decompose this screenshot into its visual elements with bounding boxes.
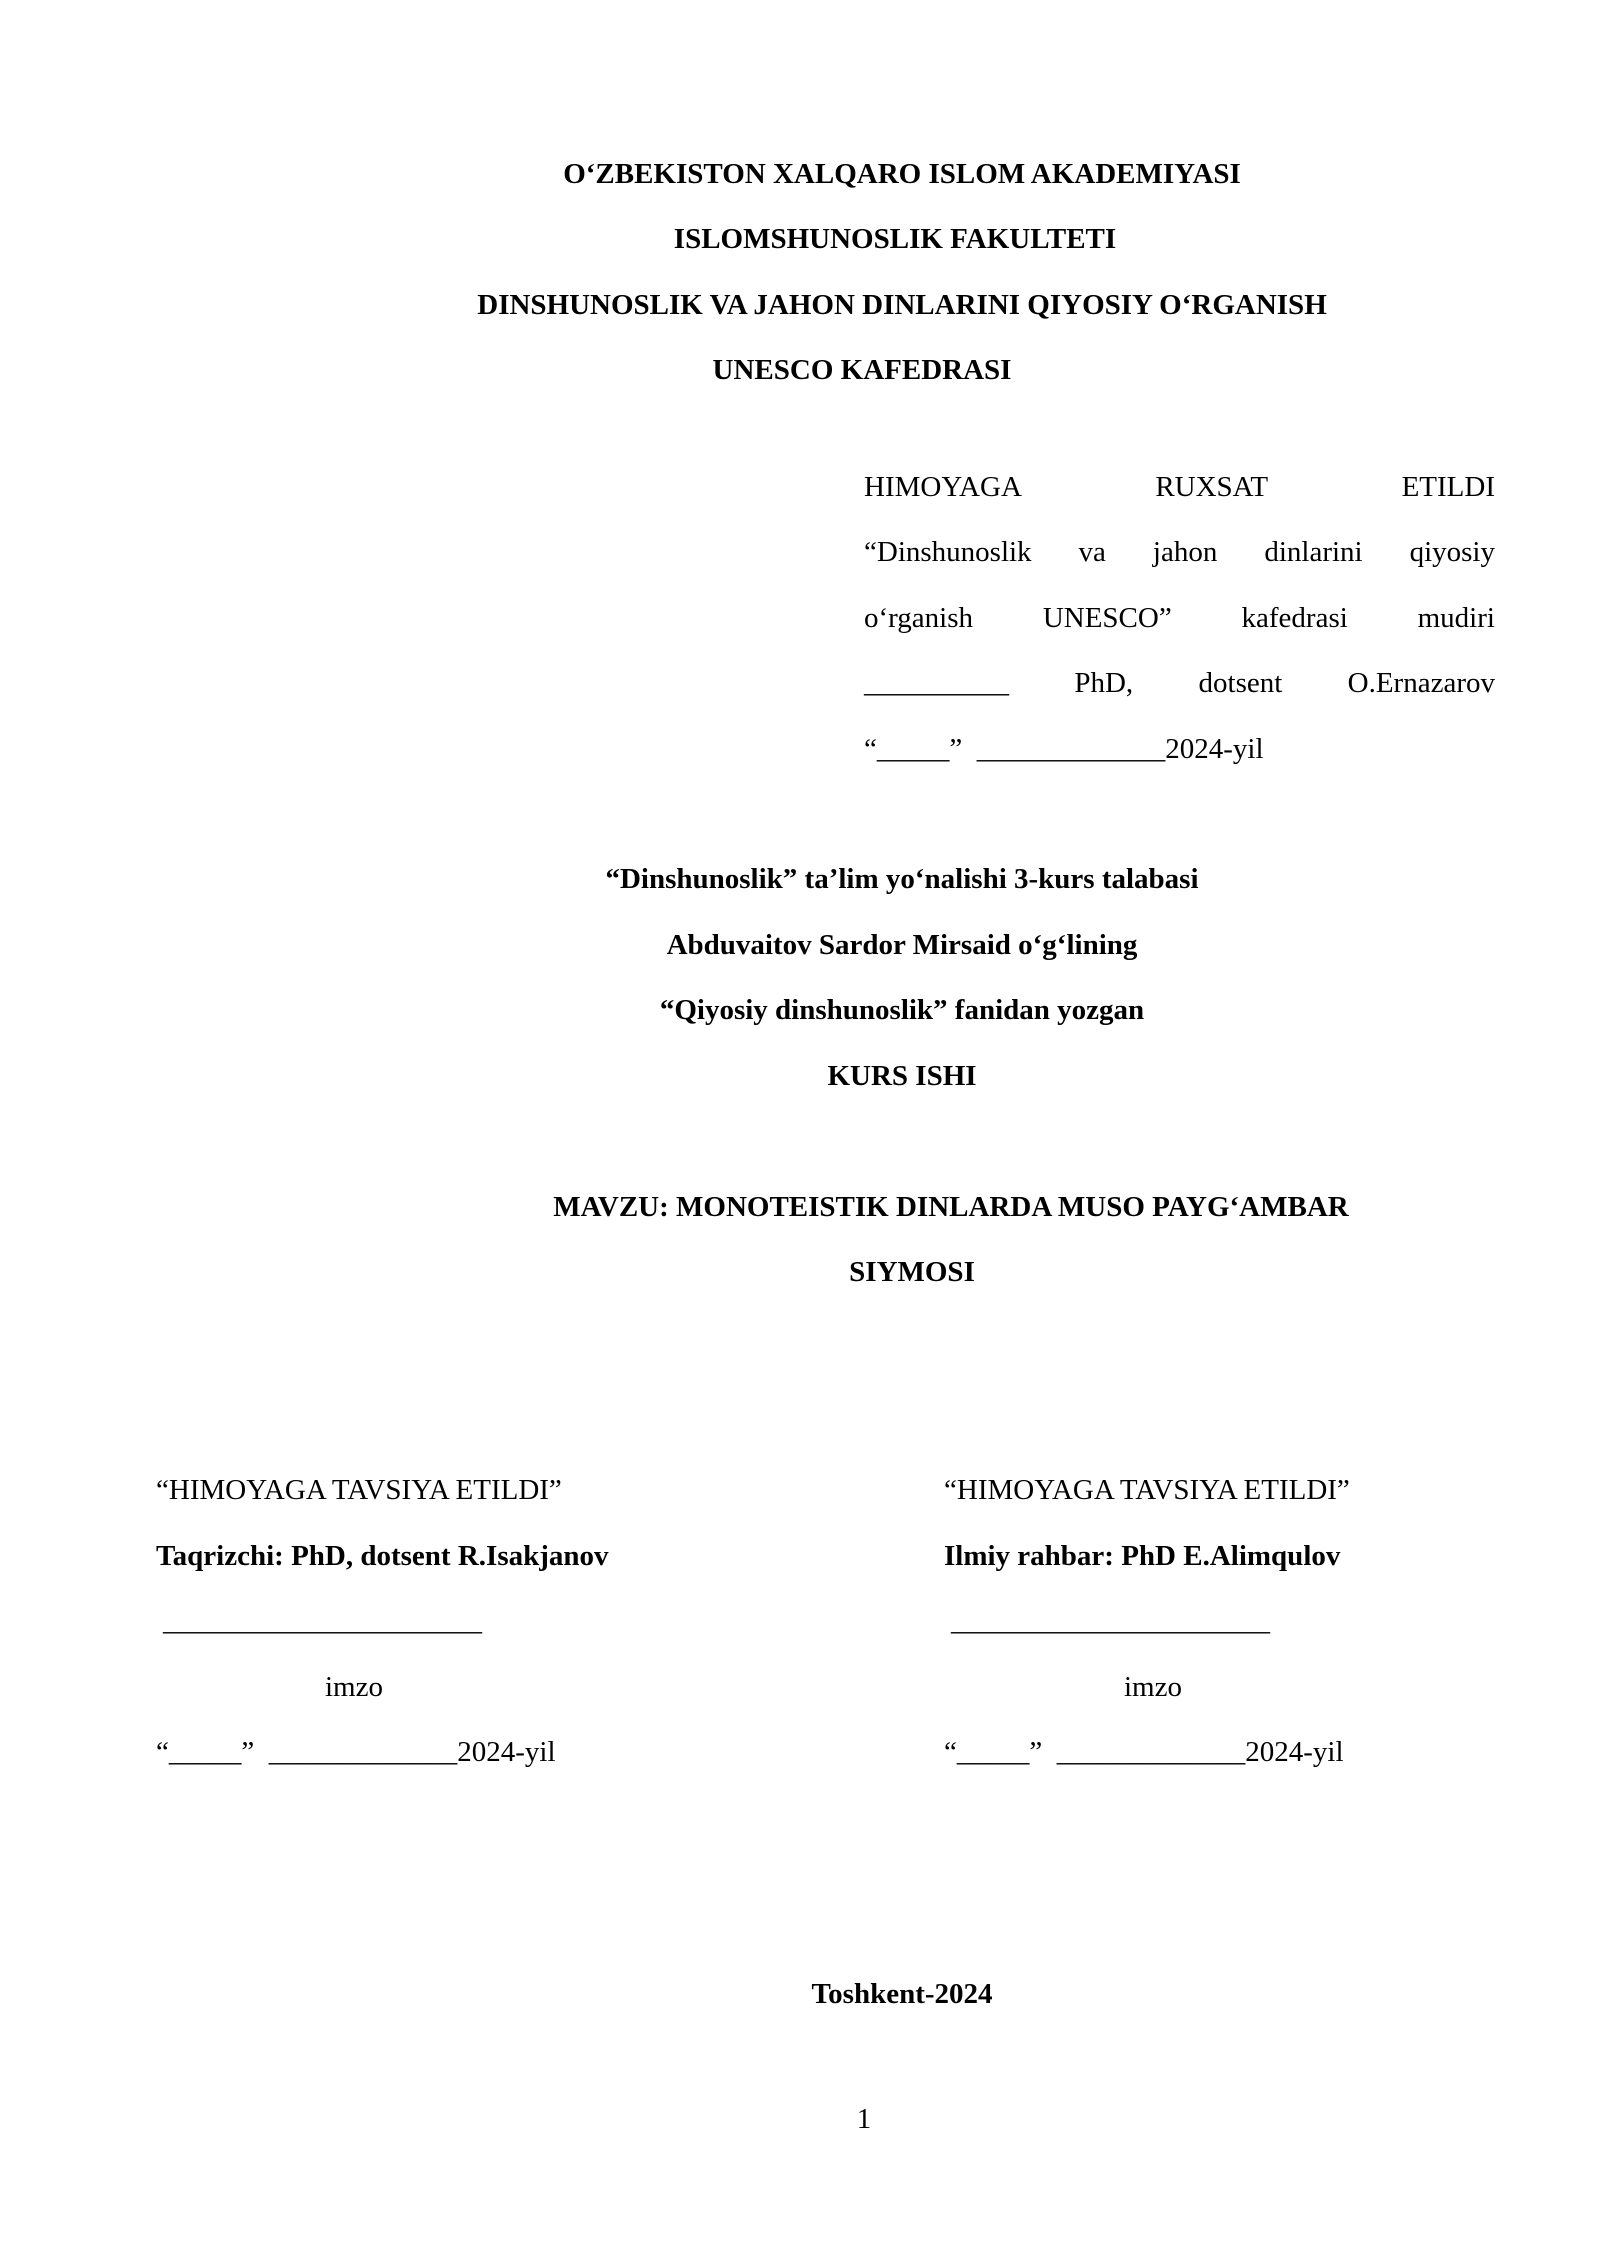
approval-word: jahon	[1152, 536, 1218, 568]
student-name: Abduvaitov Sardor Mirsaid o‘g‘lining	[666, 929, 1138, 961]
signature-blank: __________	[864, 667, 1009, 699]
approval-word: ETILDI	[1401, 471, 1495, 503]
place-year: Toshkent-2024	[811, 1978, 993, 2010]
student-subject: “Qiyosiy dinshunoslik” fanidan yozgan	[659, 994, 1145, 1026]
approval-word: O.Ernazarov	[1347, 667, 1495, 699]
supervisor-signature-line: ______________________	[951, 1605, 1270, 1637]
department-name-line1: DINSHUNOSLIK VA JAHON DINLARINI QIYOSIY O‘RGANISH	[477, 289, 1327, 321]
approval-title	[864, 473, 1495, 502]
reviewer-signature-label: imzo	[325, 1671, 383, 1703]
topic-title-line2: SIYMOSI	[849, 1256, 975, 1288]
institution-name: O‘ZBEKISTON XALQARO ISLOM AKADEMIYASI	[563, 158, 1241, 190]
approval-word: va	[1078, 536, 1106, 568]
supervisor-name: Ilmiy rahbar: PhD E.Alimqulov	[944, 1540, 1341, 1572]
reviewer-signature-line: ______________________	[163, 1605, 482, 1637]
topic-title-line1: MAVZU: MONOTEISTIK DINLARDA MUSO PAYG‘AMBAR	[553, 1191, 1349, 1223]
approval-word: UNESCO”	[1042, 602, 1172, 634]
document-type: KURS ISHI	[827, 1060, 977, 1092]
approval-word: kafedrasi	[1241, 602, 1348, 634]
approval-department-line2	[864, 604, 1495, 633]
approval-word: PhD,	[1074, 667, 1134, 699]
supervisor-recommendation: “HIMOYAGA TAVSIYA ETILDI”	[944, 1474, 1350, 1506]
approval-head-signature	[864, 669, 1495, 698]
supervisor-date: “_____” _____________2024-yil	[944, 1736, 1344, 1768]
approval-department-line1	[864, 538, 1495, 567]
department-name-line2: UNESCO KAFEDRASI	[712, 354, 1012, 386]
approval-date: “_____” _____________2024-yil	[864, 733, 1264, 765]
approval-word: dotsent	[1198, 667, 1283, 699]
supervisor-signature-label: imzo	[1124, 1671, 1182, 1703]
faculty-name: ISLOMSHUNOSLIK FAKULTETI	[673, 223, 1117, 255]
student-program: “Dinshunoslik” ta’lim yo‘nalishi 3-kurs talabasi	[605, 863, 1199, 895]
approval-word: mudiri	[1417, 602, 1495, 634]
page-number: 1	[856, 2103, 872, 2135]
approval-word: RUXSAT	[1155, 471, 1269, 503]
approval-word: dinlarini	[1264, 536, 1363, 568]
reviewer-name: Taqrizchi: PhD, dotsent R.Isakjanov	[156, 1540, 609, 1572]
approval-word: qiyosiy	[1409, 536, 1495, 568]
reviewer-recommendation: “HIMOYAGA TAVSIYA ETILDI”	[156, 1474, 562, 1506]
approval-word: o‘rganish	[864, 602, 974, 634]
approval-word: HIMOYAGA	[864, 471, 1022, 503]
approval-word: “Dinshunoslik	[864, 536, 1032, 568]
reviewer-date: “_____” _____________2024-yil	[156, 1736, 556, 1768]
